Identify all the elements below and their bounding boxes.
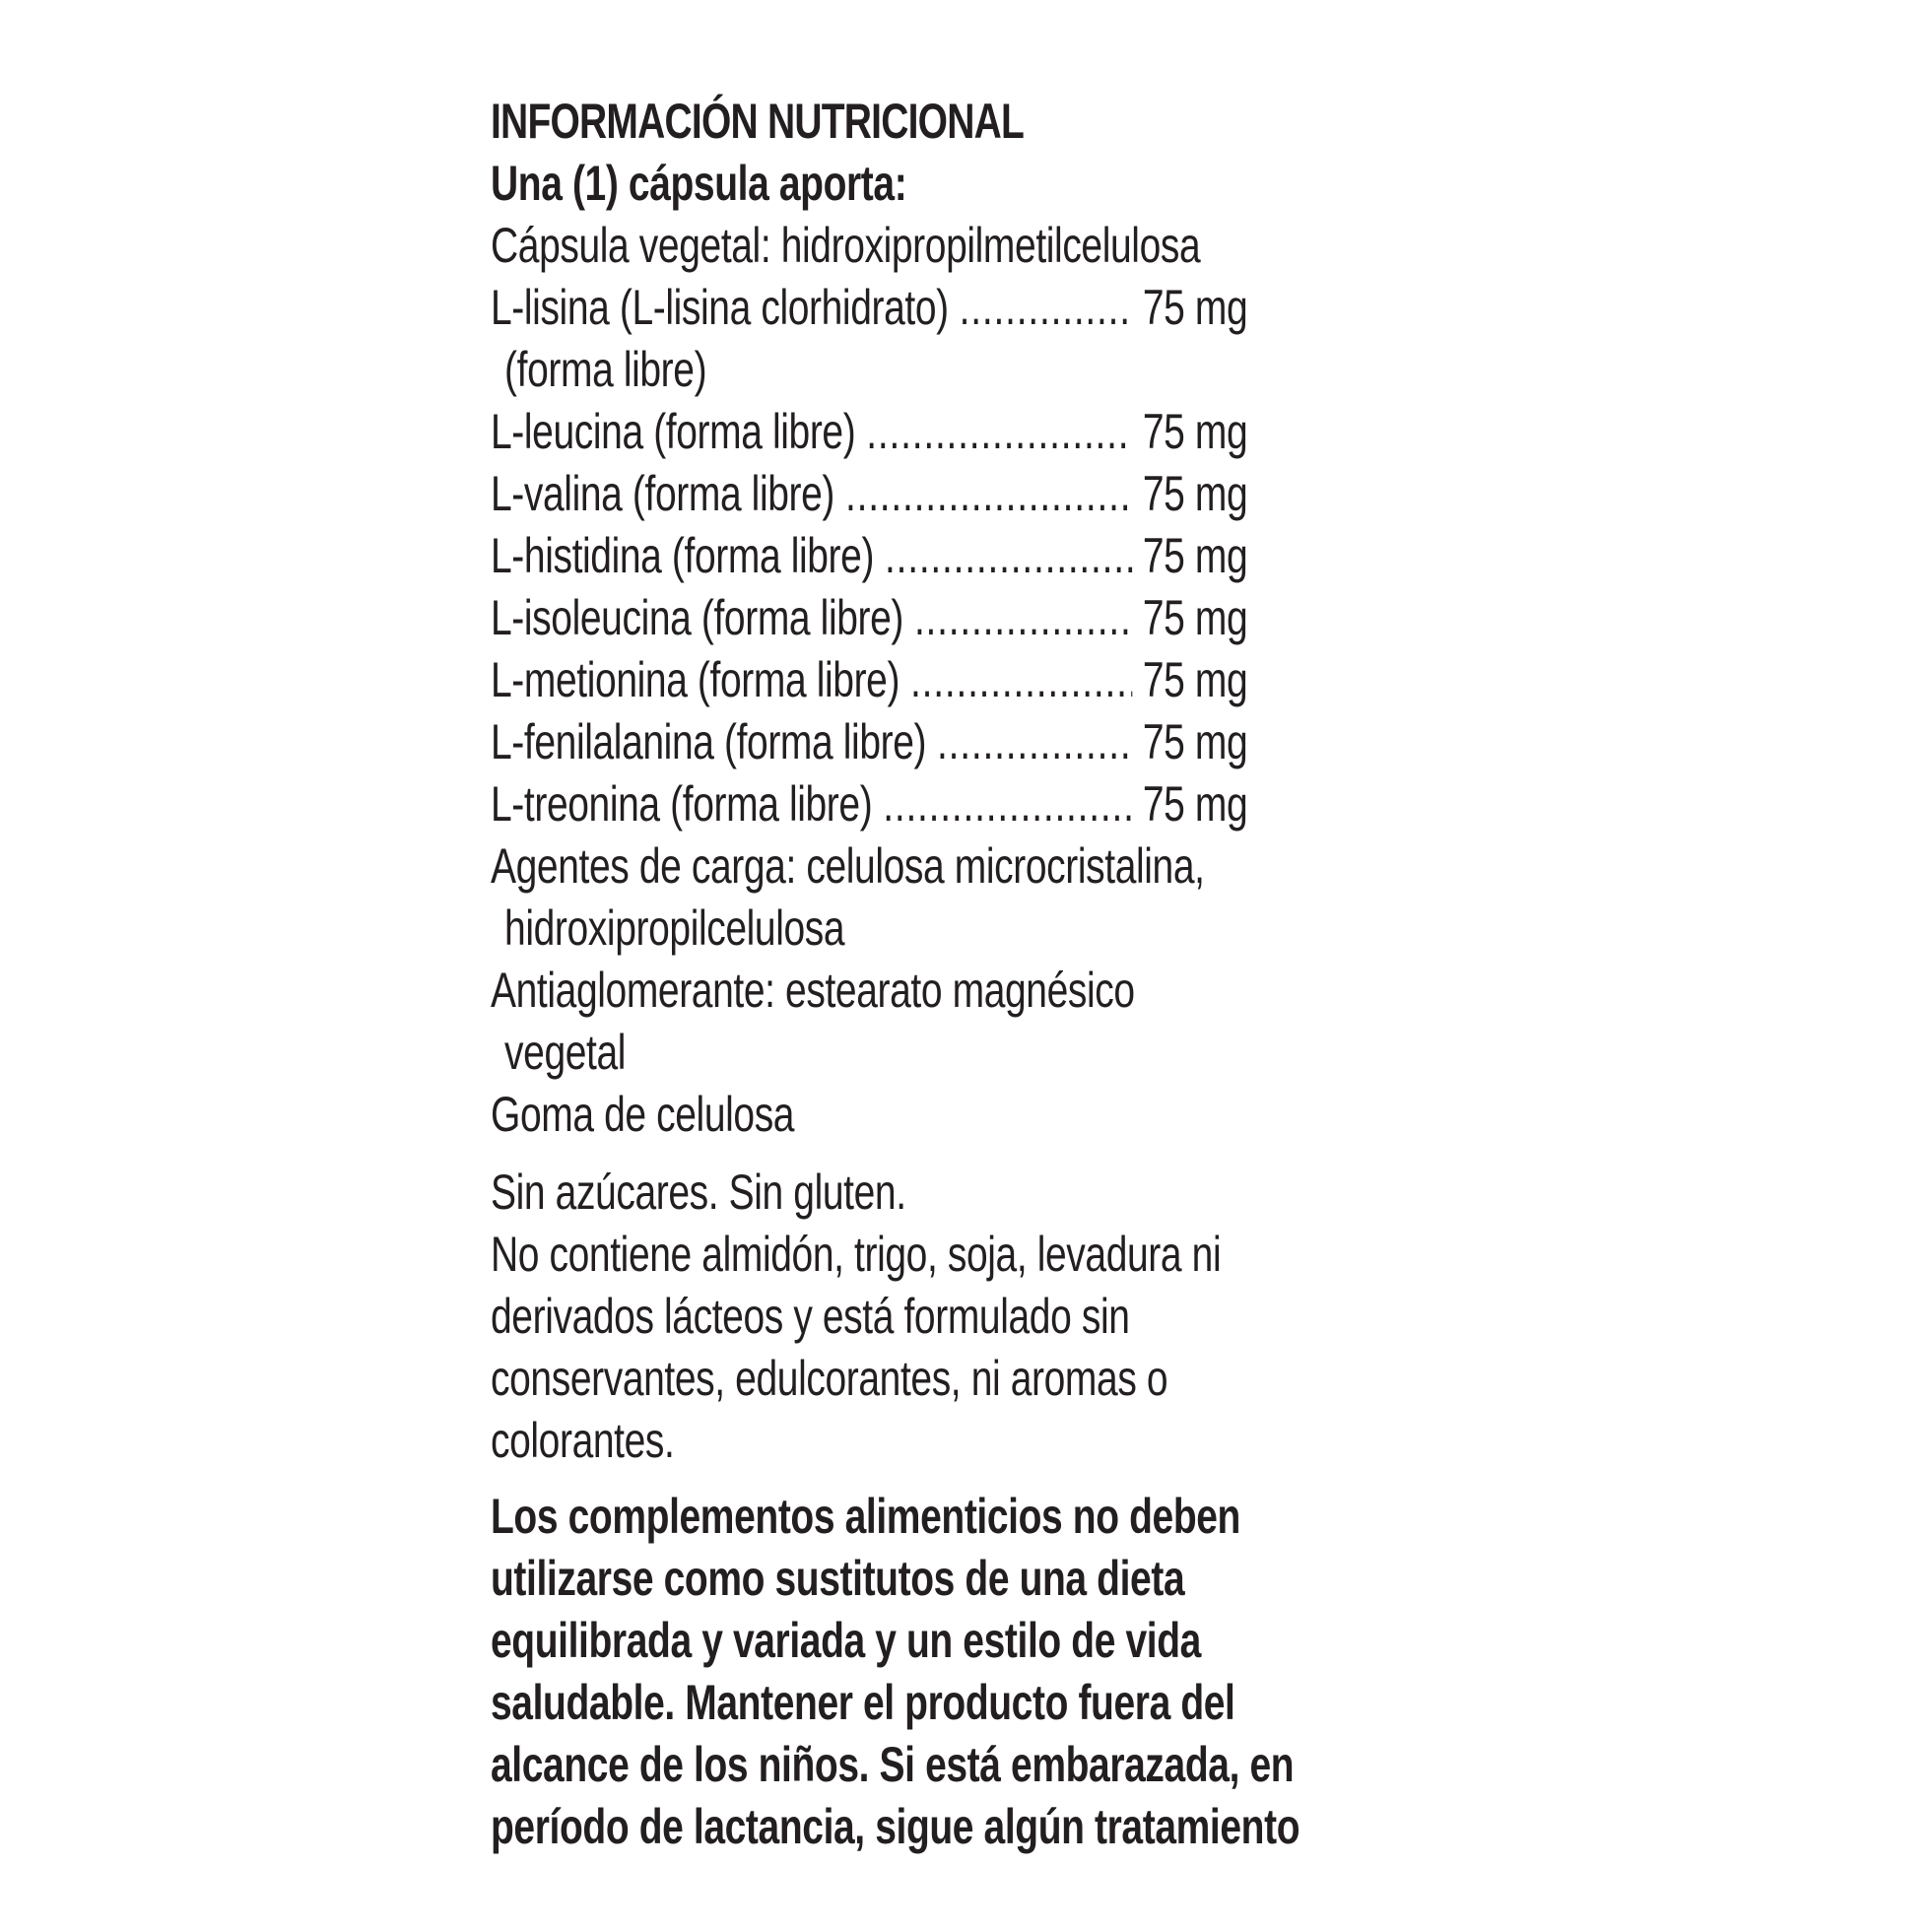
label-title: INFORMACIÓN NUTRICIONAL [491,94,1025,149]
warning-block [491,1486,1456,1858]
claim-line: No contiene almidón, trigo, soja, levadura ni [491,1227,1222,1282]
claim-line: colorantes. [491,1413,675,1468]
dot-leader [885,525,1132,587]
ingredient-name: L-isoleucina (forma libre) [491,590,904,645]
dot-leader [866,401,1132,463]
dot-leader [910,649,1132,711]
nutrition-label [491,91,1456,1858]
claims-block [491,1162,1456,1472]
warning-line: saludable. Mantener el producto fuera del [491,1675,1235,1730]
excipient-line: Goma de celulosa [491,1087,795,1142]
warning-line: utilizarse como sustitutos de una dieta [491,1551,1185,1606]
ingredient-name: L-valina (forma libre) [491,466,835,521]
ingredient-amount: 75 mg [1142,714,1248,769]
ingredient-amount: 75 mg [1142,466,1248,521]
warning-line: alcance de los niños. Si está embarazada, en [491,1737,1295,1792]
warning-line: período de lactancia, sigue algún tratamiento [491,1799,1300,1854]
ingredient-note: (forma libre) [504,342,707,397]
ingredient-amount: 75 mg [1142,404,1248,459]
claim-line: derivados lácteos y está formulado sin [491,1289,1130,1344]
excipient-line-cont: vegetal [504,1025,627,1080]
excipient-line-cont: hidroxipropilcelulosa [504,900,845,956]
ingredient-list [491,277,1456,835]
ingredient-name: L-fenilalanina (forma libre) [491,714,927,769]
ingredient-amount: 75 mg [1142,652,1248,707]
dot-leader [914,587,1132,649]
dot-leader [960,277,1132,339]
warning-line: Los complementos alimenticios no deben [491,1489,1240,1544]
claim-line: Sin azúcares. Sin gluten. [491,1165,906,1220]
ingredient-name: L-lisina (L-lisina clorhidrato) [491,280,949,335]
dot-leader [937,711,1132,773]
ingredient-row [491,277,1247,339]
warning-line: equilibrada y variada y un estilo de vida [491,1613,1201,1668]
capsule-line: Cápsula vegetal: hidroxipropilmetilcelulosa [491,218,1201,273]
ingredient-amount: 75 mg [1142,528,1248,583]
ingredient-row [491,463,1247,525]
ingredient-name: L-treonina (forma libre) [491,776,873,832]
excipient-line: Antiaglomerante: estearato magnésico [491,963,1135,1018]
ingredient-amount: 75 mg [1142,590,1248,645]
ingredient-row [491,711,1247,773]
claim-line: conservantes, edulcorantes, ni aromas o [491,1351,1168,1406]
ingredient-amount: 75 mg [1142,280,1248,335]
ingredient-amount: 75 mg [1142,776,1248,832]
ingredient-row [491,649,1247,711]
ingredient-name: L-metionina (forma libre) [491,652,900,707]
serving-subtitle: Una (1) cápsula aporta: [491,156,907,211]
ingredient-row [491,587,1247,649]
dot-leader [845,463,1132,525]
excipient-list [491,835,1456,1146]
ingredient-name: L-leucina (forma libre) [491,404,856,459]
ingredient-row [491,525,1247,587]
ingredient-row [491,773,1247,835]
ingredient-row [491,401,1247,463]
dot-leader [883,773,1132,835]
ingredient-name: L-histidina (forma libre) [491,528,875,583]
excipient-line: Agentes de carga: celulosa microcristalina, [491,838,1205,894]
